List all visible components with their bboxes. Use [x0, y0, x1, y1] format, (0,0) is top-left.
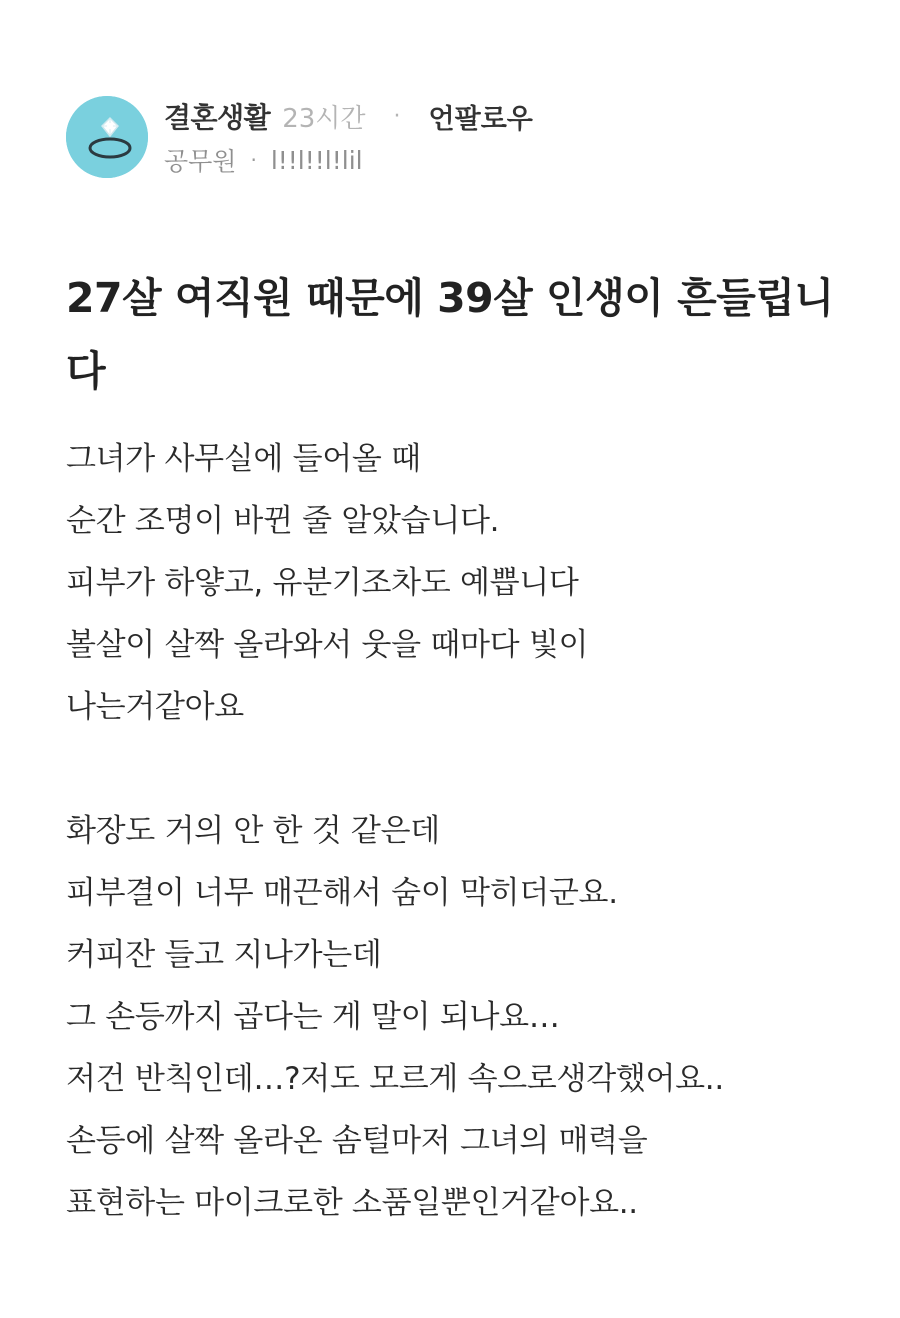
body-line: 그녀가 사무실에 들어올 때	[66, 441, 421, 477]
body-line: 피부결이 너무 매끈해서 숨이 막히더군요.	[66, 875, 618, 911]
unfollow-button[interactable]: 언팔로우	[428, 103, 533, 135]
author-name[interactable]: l!!l!!l!lil	[270, 145, 363, 175]
body-line: 저건 반칙인데…?저도 모르게 속으로생각했어요..	[66, 1061, 724, 1097]
post-body	[66, 428, 866, 1234]
post-time: 23시간	[282, 103, 366, 134]
ring-avatar-icon[interactable]	[66, 96, 148, 178]
body-line: 볼살이 살짝 올라와서 웃을 때마다 빛이	[66, 627, 589, 663]
post-meta-primary	[164, 96, 533, 136]
body-line: 커피잔 들고 지나가는데	[66, 937, 382, 973]
body-line: 피부가 하얗고, 유분기조차도 예쁩니다	[66, 565, 579, 601]
post-header	[66, 96, 866, 186]
meta-separator: ·	[393, 103, 401, 129]
body-line: 손등에 살짝 올라온 솜털마저 그녀의 매력을	[66, 1123, 648, 1159]
author-separator: ·	[250, 148, 257, 172]
body-line: 순간 조명이 바뀐 줄 알았습니다.	[66, 503, 500, 539]
channel-name[interactable]: 결혼생활	[164, 101, 271, 134]
post-title: 27살 여직원 때문에 39살 인생이 흔들립니다	[66, 274, 834, 395]
paragraph-gap	[66, 738, 866, 800]
body-line: 그 손등까지 곱다는 게 말이 되나요…	[66, 999, 560, 1035]
body-line: 화장도 거의 안 한 것 같은데	[66, 813, 440, 849]
post-meta-author	[164, 142, 363, 178]
author-job: 공무원	[164, 147, 237, 176]
body-line: 표현하는 마이크로한 소품일뿐인거같아요..	[66, 1185, 638, 1221]
body-line: 나는거같아요	[66, 689, 244, 725]
